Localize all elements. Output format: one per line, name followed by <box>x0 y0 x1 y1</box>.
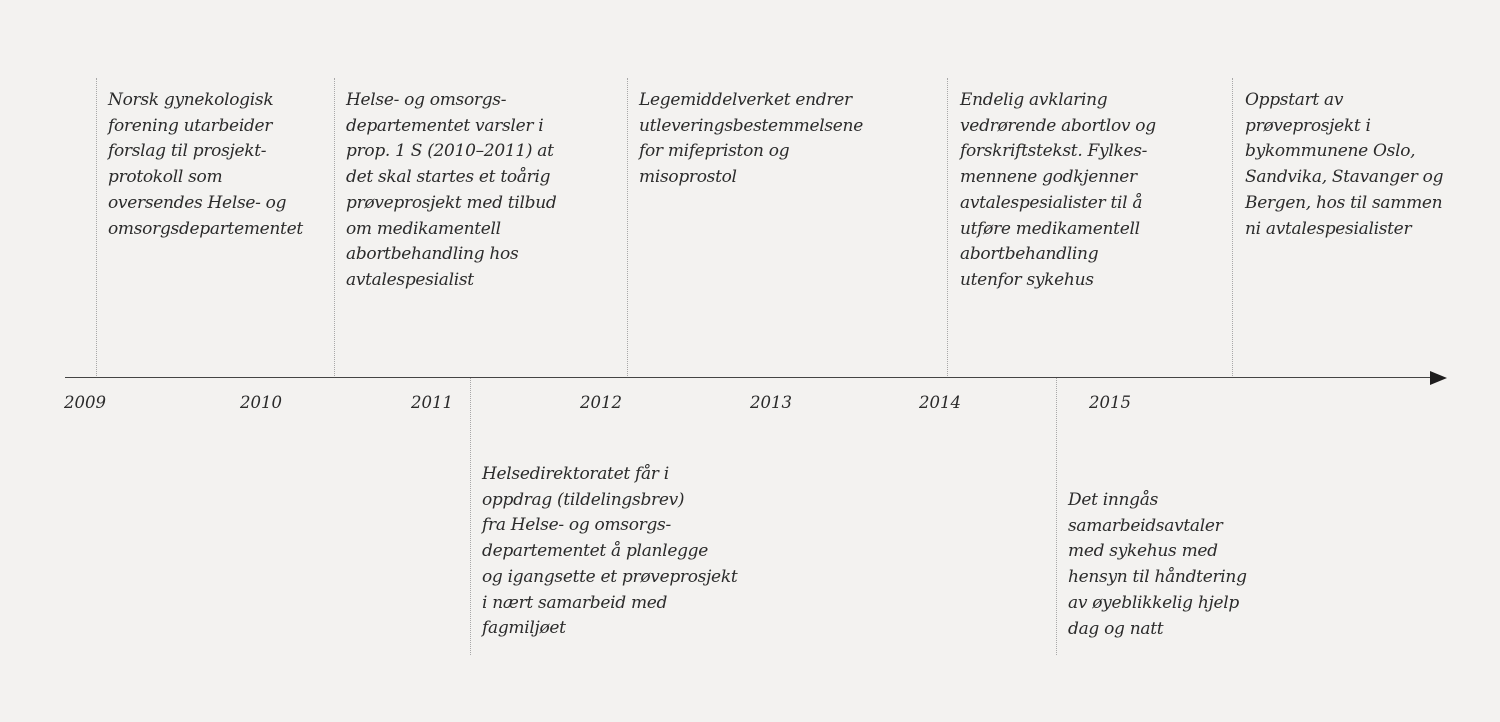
event-text: Legemiddelverket endrer utleveringsbestemmelsene for mifepriston og misoprostol <box>639 90 863 188</box>
marker-line <box>1056 378 1057 655</box>
event-text: Helse- og omsorgs- departementet varsler i prop. 1 S (2010–2011) at det skal startes et toårig prøveprosjekt med tilbud om medikamentell abortbehandling hos avtalespesialist <box>346 90 557 290</box>
year-label: 2009 <box>64 393 106 412</box>
year-label: 2015 <box>1089 393 1131 412</box>
event-text: Oppstart av prøveprosjekt i bykommunene Oslo, Sandvika, Stavanger og Bergen, hos til sammen ni avtalespesialister <box>1245 90 1444 239</box>
year-label: 2011 <box>411 393 453 412</box>
year-label: 2010 <box>240 393 282 412</box>
event-text: Norsk gynekologisk forening utarbeider forslag til prosjekt- protokoll som oversendes Helse- og omsorgsdepartementet <box>108 90 303 239</box>
timeline-axis <box>65 377 1433 378</box>
year-label: 2012 <box>580 393 622 412</box>
marker-line <box>627 78 628 378</box>
marker-line <box>1232 78 1233 378</box>
arrow-head-icon <box>1430 371 1447 385</box>
marker-line <box>334 78 335 378</box>
event-text: Endelig avklaring vedrørende abortlov og forskriftstekst. Fylkes- mennene godkjenner avtalespesialister til å utføre medikamentell abortbehandling utenfor sykehus <box>960 90 1156 290</box>
year-label: 2014 <box>919 393 961 412</box>
event-text: Helsedirektoratet får i oppdrag (tildelingsbrev) fra Helse- og omsorgs- departementet å planlegge og igangsette et prøveprosjekt i nært samarbeid med fagmiljøet <box>482 464 738 639</box>
marker-line <box>947 78 948 378</box>
marker-line <box>470 378 471 655</box>
event-text: Det inngås samarbeidsavtaler med sykehus med hensyn til håndtering av øyeblikkelig hjelp dag og natt <box>1068 490 1247 639</box>
year-label: 2013 <box>750 393 792 412</box>
marker-line <box>96 78 97 378</box>
